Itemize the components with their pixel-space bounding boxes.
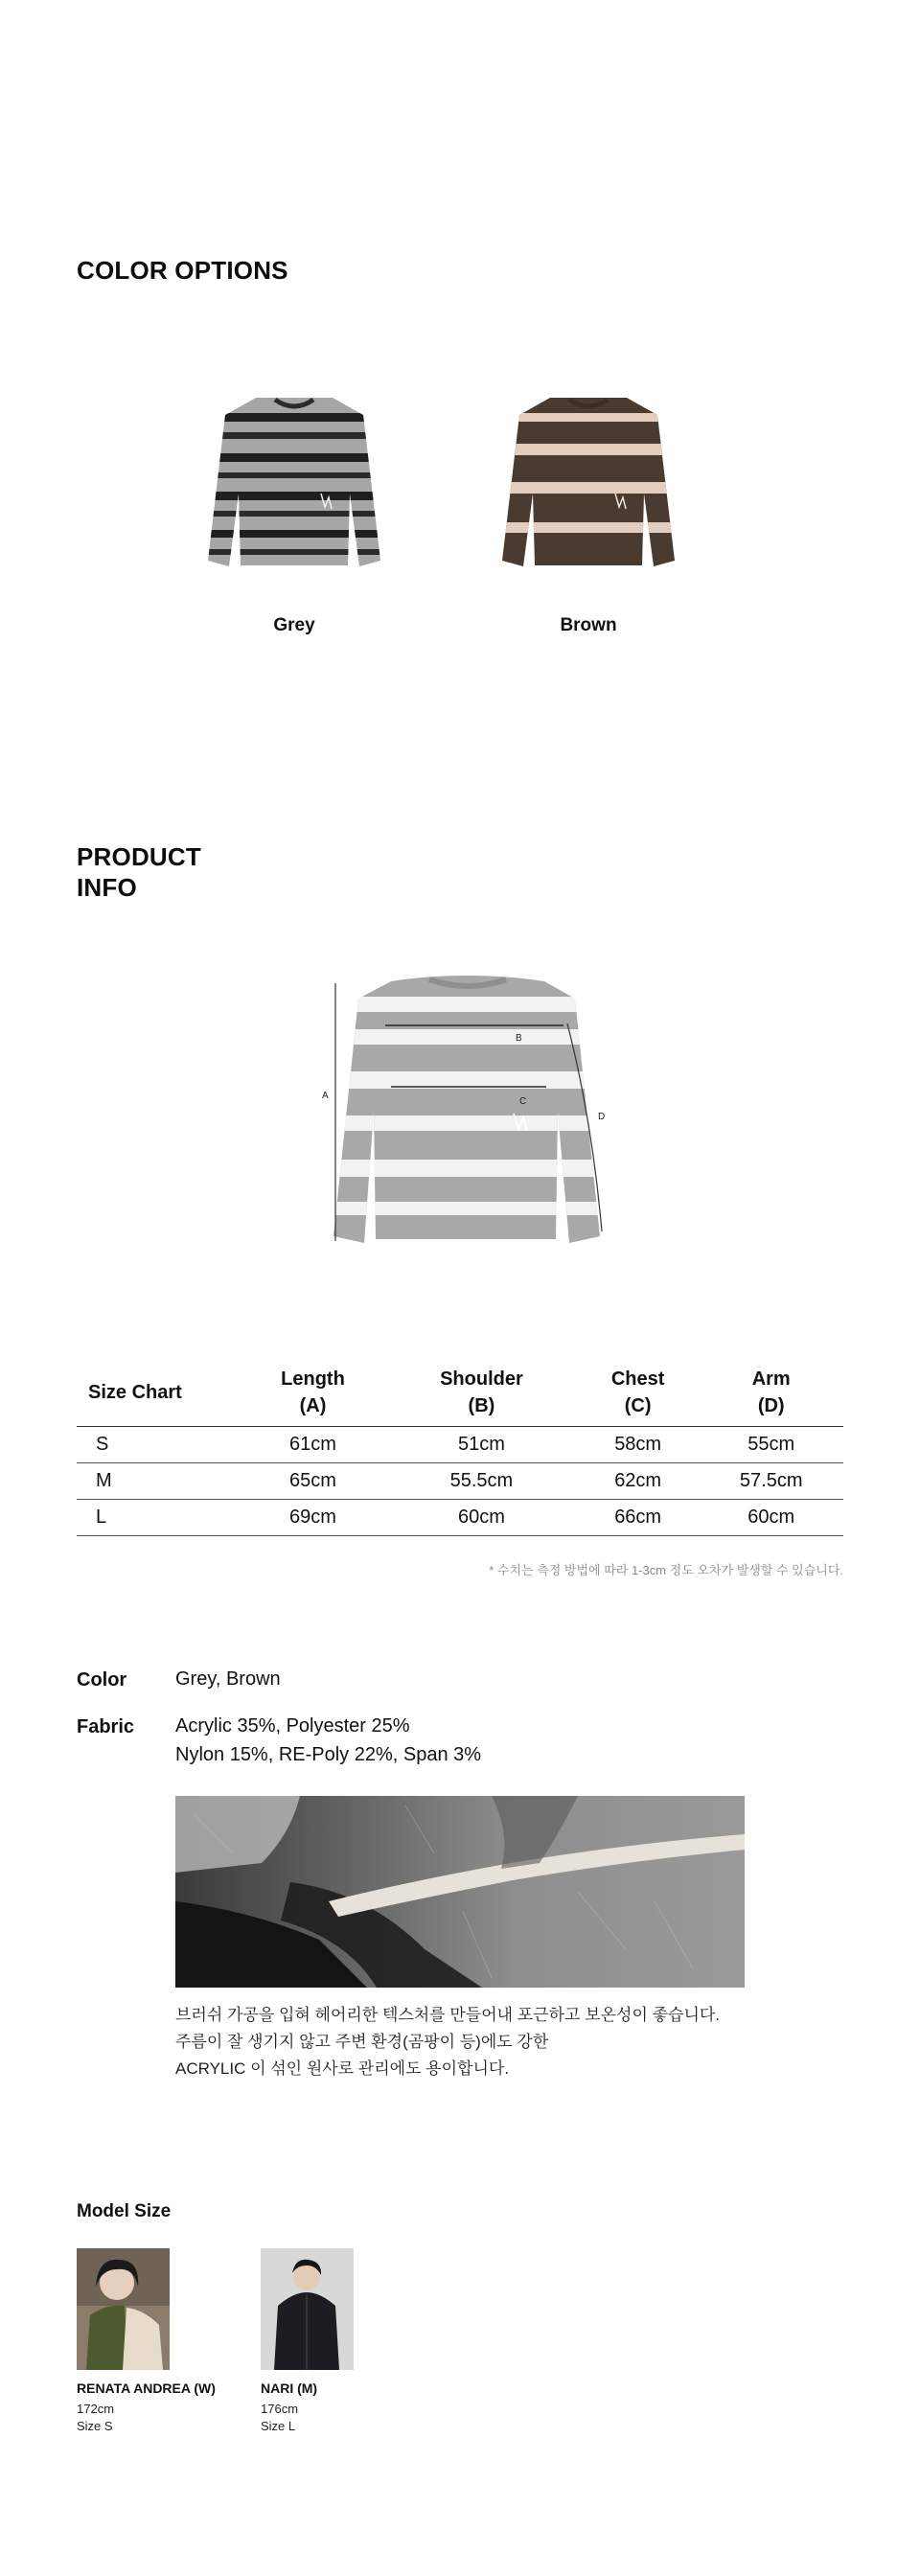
col-arm: Arm (D)	[699, 1359, 843, 1426]
length-cell: 61cm	[240, 1426, 386, 1462]
brown-option-label: Brown	[560, 615, 617, 635]
color-spec-value: Grey, Brown	[175, 1668, 281, 1690]
chest-cell: 62cm	[577, 1462, 700, 1499]
measurement-note: * 수치는 측정 방법에 따라 1-3cm 정도 오차가 발생할 수 있습니다.	[489, 1563, 843, 1577]
model-size-title: Model Size	[77, 2201, 172, 2221]
description-line3: ACRYLIC 이 섞인 원사로 관리에도 용이합니다.	[175, 2059, 510, 2078]
fabric-spec-line2: Nylon 15%, RE-Poly 22%, Span 3%	[175, 1744, 482, 1765]
measurement-diagram	[316, 968, 623, 1255]
arm-cell: 55cm	[699, 1426, 843, 1462]
grey-sweater-image[interactable]	[198, 388, 390, 580]
col-length: Length (A)	[240, 1359, 386, 1426]
table-row	[77, 1426, 843, 1462]
color-spec-label: Color	[77, 1669, 127, 1690]
chest-cell: 58cm	[577, 1426, 700, 1462]
grey-option-label: Grey	[273, 615, 315, 635]
label-b: B	[516, 1033, 522, 1044]
model-size-renata: Size S	[77, 2419, 113, 2433]
size-cell: L	[77, 1499, 240, 1535]
product-info-title-line2: INFO	[77, 873, 137, 902]
size-chart-table	[77, 1359, 843, 1536]
arm-cell: 57.5cm	[699, 1462, 843, 1499]
size-cell: S	[77, 1426, 240, 1462]
model-height-nari: 176cm	[261, 2402, 299, 2416]
table-row	[77, 1499, 843, 1535]
model-photo-renata	[77, 2248, 170, 2370]
shoulder-cell: 60cm	[386, 1499, 577, 1535]
model-photo-nari	[261, 2248, 354, 2370]
arm-cell: 60cm	[699, 1499, 843, 1535]
chest-cell: 66cm	[577, 1499, 700, 1535]
fabric-spec-label: Fabric	[77, 1716, 135, 1737]
col-chest: Chest (C)	[577, 1359, 700, 1426]
length-cell: 65cm	[240, 1462, 386, 1499]
brown-sweater-image[interactable]	[493, 388, 684, 580]
size-chart-label: Size Chart	[77, 1359, 240, 1426]
label-c: C	[519, 1096, 527, 1107]
size-chart-header-row	[77, 1359, 843, 1426]
label-a: A	[322, 1091, 329, 1101]
fabric-spec-line1: Acrylic 35%, Polyester 25%	[175, 1715, 410, 1736]
model-name-nari: NARI (M)	[261, 2380, 318, 2396]
model-name-renata: RENATA ANDREA (W)	[77, 2380, 216, 2396]
table-row	[77, 1462, 843, 1499]
description-line1: 브러쉬 가공을 입혀 헤어리한 텍스처를 만들어내 포근하고 보온성이 좋습니다.	[175, 2006, 721, 2024]
model-size-nari: Size L	[261, 2419, 296, 2433]
fabric-closeup-image	[175, 1796, 745, 1988]
label-d: D	[598, 1112, 606, 1122]
shoulder-cell: 55.5cm	[386, 1462, 577, 1499]
size-cell: M	[77, 1462, 240, 1499]
col-shoulder: Shoulder (B)	[386, 1359, 577, 1426]
length-cell: 69cm	[240, 1499, 386, 1535]
description-line2: 주름이 잘 생기지 않고 주변 환경(곰팡이 등)에도 강한	[175, 2033, 549, 2051]
color-options-title: COLOR OPTIONS	[77, 256, 288, 285]
model-height-renata: 172cm	[77, 2402, 115, 2416]
shoulder-cell: 51cm	[386, 1426, 577, 1462]
product-info-title-line1: PRODUCT	[77, 842, 201, 871]
